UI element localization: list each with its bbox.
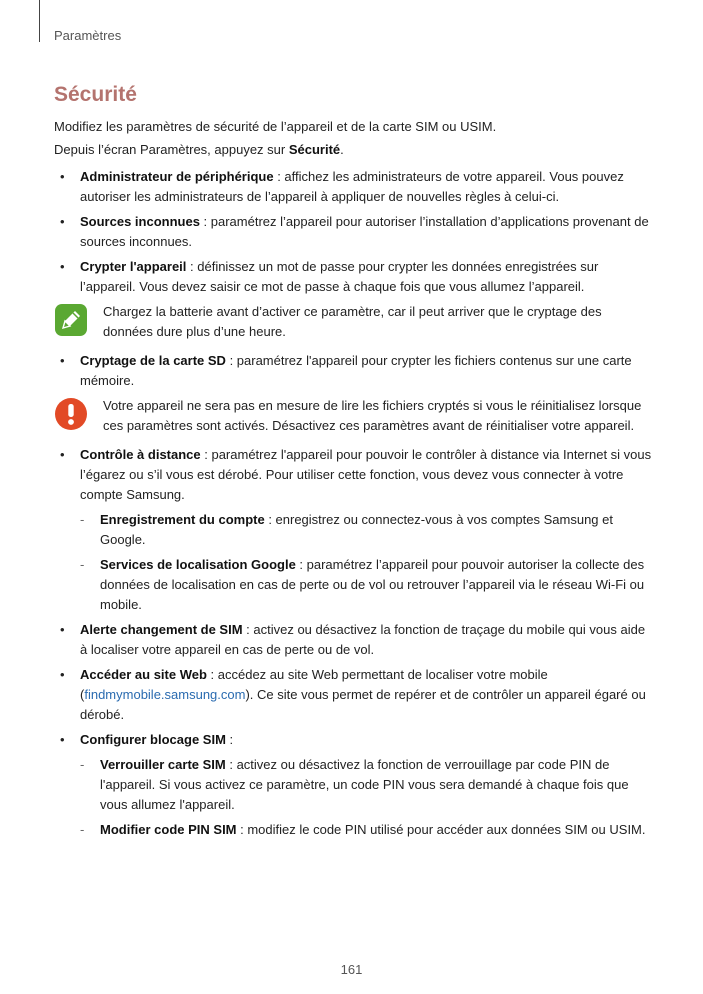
- bullet-icon: •: [60, 732, 65, 747]
- findmymobile-link[interactable]: findmymobile.samsung.com: [84, 687, 246, 702]
- bullet-icon: •: [60, 622, 65, 637]
- bullet-icon: •: [60, 353, 65, 368]
- bullet-icon: •: [60, 214, 65, 229]
- sub-item-lock-sim: - Verrouiller carte SIM : activez ou désactivez la fonction de verrouillage par code PIN de l'appareil. Si vous activez ce paramètre, un code PIN vous sera demandé à chaque fois que vous allumez l'appareil.: [80, 757, 629, 812]
- dash-icon: -: [80, 557, 85, 572]
- path-target: Sécurité: [288, 142, 341, 157]
- warning-reset: Votre appareil ne sera pas en mesure de lire les fichiers cryptés si vous le réinitialisez lorsque ces paramètres sont activés. Désactivez ces paramètres avant de réinitialiser votre appareil.: [54, 396, 654, 436]
- warning-exclamation-icon: [54, 397, 88, 431]
- list-item-crypt-sd: • Cryptage de la carte SD : paramétrez l'appareil pour crypter les fichiers contenus sur une carte mémoire.: [60, 353, 632, 388]
- bullet-icon: •: [60, 259, 65, 274]
- list-item-remote-control: • Contrôle à distance : paramétrez l'appareil pour pouvoir le contrôler à distance via Internet si vous l’égarez ou s’il vous est dérobé. Pour utiliser cette fonction, vous devez vous connecter à votre compte Samsung.: [60, 447, 652, 502]
- list-item-website: • Accéder au site Web : accédez au site Web permettant de localiser votre mobile (findmymobile.samsung.com). Ce site vous permet de repérer et de contrôler un appareil égaré ou dérobé.: [60, 667, 646, 722]
- bullet-icon: •: [60, 169, 65, 184]
- dash-icon: -: [80, 822, 85, 837]
- page-number: 161: [340, 962, 363, 977]
- page-content: [54, 117, 654, 845]
- bullet-icon: •: [60, 447, 65, 462]
- list-item-crypt-device: • Crypter l'appareil : définissez un mot de passe pour crypter les données enregistrées sur l’appareil. Vous devez saisir ce mot de passe à chaque fois que vous allumez l’appareil.: [60, 259, 599, 294]
- section-title: Sécurité: [54, 83, 137, 106]
- note-pencil-icon: [54, 303, 88, 337]
- navigation-path: Depuis l’écran Paramètres, appuyez sur Sécurité.: [54, 142, 344, 157]
- list-item-sim-alert: • Alerte changement de SIM : activez ou désactivez la fonction de traçage du mobile qui vous aide à localiser votre appareil en cas de perte ou de vol.: [60, 622, 646, 657]
- dash-icon: -: [80, 757, 85, 772]
- intro-paragraph: Modifiez les paramètres de sécurité de l’appareil et de la carte SIM ou USIM.: [54, 119, 497, 134]
- list-item-admin: • Administrateur de périphérique : affichez les administrateurs de votre appareil. Vous pouvez autoriser les administrateurs de l’appareil à appliquer de nouvelles règles à celui-ci.: [60, 169, 624, 204]
- sub-item-account-registration: - Enregistrement du compte : enregistrez ou connectez-vous à vos comptes Samsung et Google.: [80, 512, 613, 547]
- running-header: Paramètres: [54, 28, 122, 43]
- sub-item-google-location: - Services de localisation Google : paramétrez l’appareil pour pouvoir autoriser la collecte des données de localisation en cas de perte ou de vol ou retrouver l’appareil via le réseau Wi-Fi ou mobile.: [80, 557, 645, 612]
- sub-item-change-pin: - Modifier code PIN SIM : modifiez le code PIN utilisé pour accéder aux données SIM ou USIM.: [54, 820, 654, 840]
- list-item-sim-lock: • Configurer blocage SIM :: [54, 730, 654, 750]
- header-rule: [39, 0, 40, 42]
- note-charge-battery: Chargez la batterie avant d’activer ce paramètre, car il peut arriver que le cryptage des données dure plus d’une heure.: [54, 302, 654, 342]
- dash-icon: -: [80, 512, 85, 527]
- bullet-icon: •: [60, 667, 65, 682]
- list-item-unknown-sources: • Sources inconnues : paramétrez l’appareil pour autoriser l’installation d’applications provenant de sources inconnues.: [60, 214, 649, 249]
